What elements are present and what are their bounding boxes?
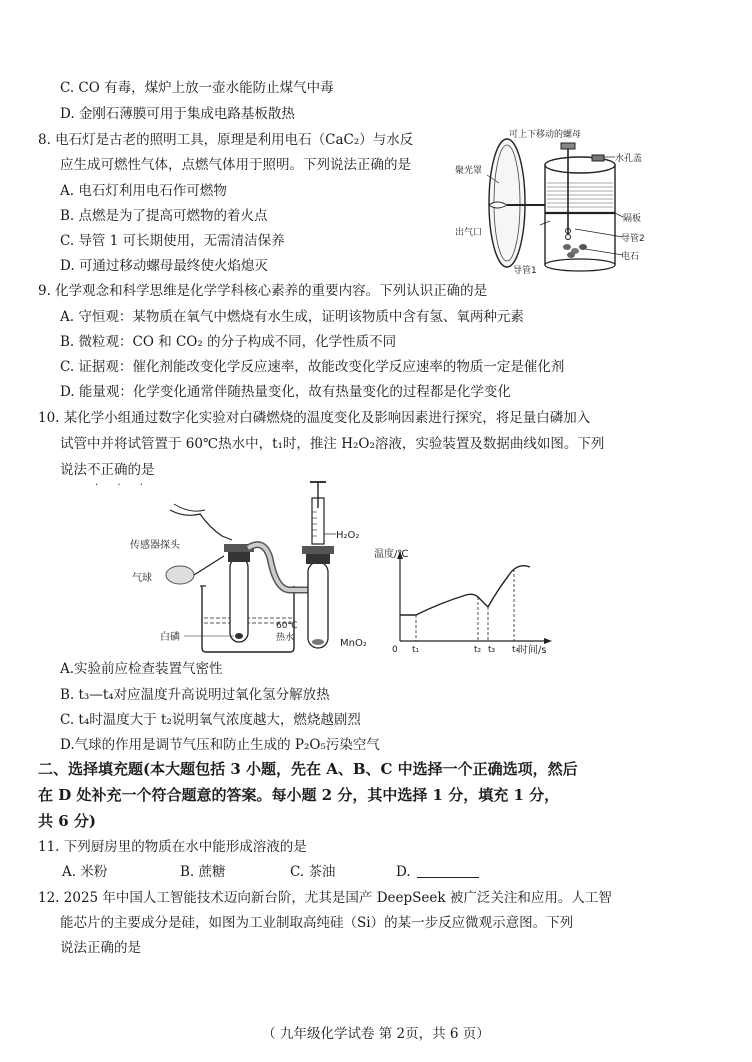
q8-stem-line2: 应生成可燃性气体，点燃气体用于照明。下列说法正确的是 <box>60 157 411 173</box>
q10-chart-t4: t₄ <box>512 645 520 655</box>
q10-stem-line3: 说法不正确的是 <box>60 462 155 478</box>
q9-option-c: C. 证据观：催化剂能改变化学反应速率，故能改变化学反应速率的物质一定是催化剂 <box>60 359 565 375</box>
q10-label-phosphorus: 白磷 <box>160 632 180 643</box>
q7-option-c: C. CO 有毒，煤炉上放一壶水能防止煤气中毒 <box>60 80 334 96</box>
q8-stem-line1: 8. 电石灯是古老的照明工具，原理是利用电石（CaC₂）与水反 <box>38 132 414 148</box>
q9-option-d: D. 能量观：化学变化通常伴随热量变化，故有热量变化的过程都是化学变化 <box>60 384 511 400</box>
page-footer: （ 九年级化学试卷 第 2页，共 6 页） <box>262 1026 490 1042</box>
q9-option-a: A. 守恒观：某物质在氧气中燃烧有水生成，证明该物质中含有氢、氧两种元素 <box>60 309 524 325</box>
q7-option-d: D. 金刚石薄膜可用于集成电路基板散热 <box>60 106 295 122</box>
q10-label-h2o2: H₂O₂ <box>336 530 360 541</box>
q8-option-a: A. 电石灯利用电石作可燃物 <box>60 183 227 199</box>
q11-option-a: A. 米粉 <box>62 864 108 880</box>
q10-chart-ylabel: 温度/℃ <box>374 549 409 560</box>
q8-label-reflector: 聚光罩 <box>455 166 483 176</box>
q8-option-d: D. 可通过移动螺母最终使火焰熄灭 <box>60 258 268 274</box>
q10-option-b: B. t₃—t₄对应温度升高说明过氧化氢分解放热 <box>60 687 330 703</box>
q10-chart-t3: t₃ <box>488 645 496 655</box>
q11-option-d: D. <box>396 862 479 882</box>
q11-answer-blank <box>417 863 479 878</box>
q10-label-water-temp: 60℃ <box>276 621 298 631</box>
q8-carbide-lamp-figure <box>455 125 655 275</box>
q10-stem-line2: 试管中并将试管置于 60℃热水中，t₁时，推注 H₂O₂溶液，实验装置及数据曲线如图。下列 <box>60 436 605 452</box>
q8-option-b: B. 点燃是为了提高可燃物的着火点 <box>60 208 268 224</box>
q8-label-carbide: 电石 <box>621 252 640 262</box>
q11-option-c: C. 茶油 <box>290 864 336 880</box>
q10-chart-t1: t₁ <box>412 645 420 655</box>
q8-option-c: C. 导管 1 可长期使用，无需清洁保养 <box>60 233 285 249</box>
section2-heading-line3: 共 6 分) <box>38 812 96 830</box>
q10-chart-t2: t₂ <box>474 645 482 655</box>
q9-stem: 9. 化学观念和科学思维是化学学科核心素养的重要内容。下列认识正确的是 <box>38 283 488 299</box>
q10-option-a: A.实验前应检查装置气密性 <box>60 661 223 677</box>
q8-label-tube2: 导管2 <box>621 234 645 244</box>
q8-label-lid: 水孔盖 <box>615 154 643 164</box>
q8-label-outlet: 出气口 <box>455 228 483 238</box>
section2-heading-line2: 在 D 处补充一个符合题意的答案。每小题 2 分，其中选择 1 分，填充 1 分， <box>38 786 560 804</box>
section2-heading-line1: 二、选择填充题(本大题包括 3 小题，先在 A、B、C 中选择一个正确选项，然后 <box>38 760 578 778</box>
q10-chart-xlabel: 时间/s <box>518 645 547 655</box>
q10-temperature-chart <box>370 545 560 655</box>
q9-option-b: B. 微粒观：CO 和 CO₂ 的分子构成不同，化学性质不同 <box>60 334 397 350</box>
q10-label-water: 热水 <box>276 633 295 643</box>
q11-option-b: B. 蔗糖 <box>180 864 226 880</box>
q10-chart-origin: 0 <box>392 645 398 655</box>
q8-label-tube1: 导管1 <box>513 266 537 275</box>
q8-label-nut: 可上下移动的螺母 <box>509 130 582 140</box>
q12-stem-line2: 能芯片的主要成分是硅，如图为工业制取高纯硅（Si）的某一步反应微观示意图。下列 <box>60 915 574 931</box>
q8-label-plate: 隔板 <box>623 214 642 224</box>
q10-option-c: C. t₄时温度大于 t₂说明氧气浓度越大，燃烧越剧烈 <box>60 712 361 728</box>
q10-emphasis-dots: · · · <box>95 480 151 491</box>
q10-label-balloon: 气球 <box>132 573 152 584</box>
q12-stem-line3: 说法正确的是 <box>60 940 141 956</box>
q11-stem: 11. 下列厨房里的物质在水中能形成溶液的是 <box>38 839 307 855</box>
q10-stem-line1: 10. 某化学小组通过数字化实验对白磷燃烧的温度变化及影响因素进行探究，将足量白磷加入 <box>38 410 591 426</box>
q10-label-sensor: 传感器探头 <box>130 540 180 551</box>
q10-label-mno2: MnO₂ <box>340 638 367 649</box>
q12-stem-line1: 12. 2025 年中国人工智能技术迈向新台阶，尤其是国产 DeepSeek 被广泛关注和应用。人工智 <box>38 890 612 906</box>
q10-option-d: D.气球的作用是调节气压和防止生成的 P₂O₅污染空气 <box>60 737 380 753</box>
